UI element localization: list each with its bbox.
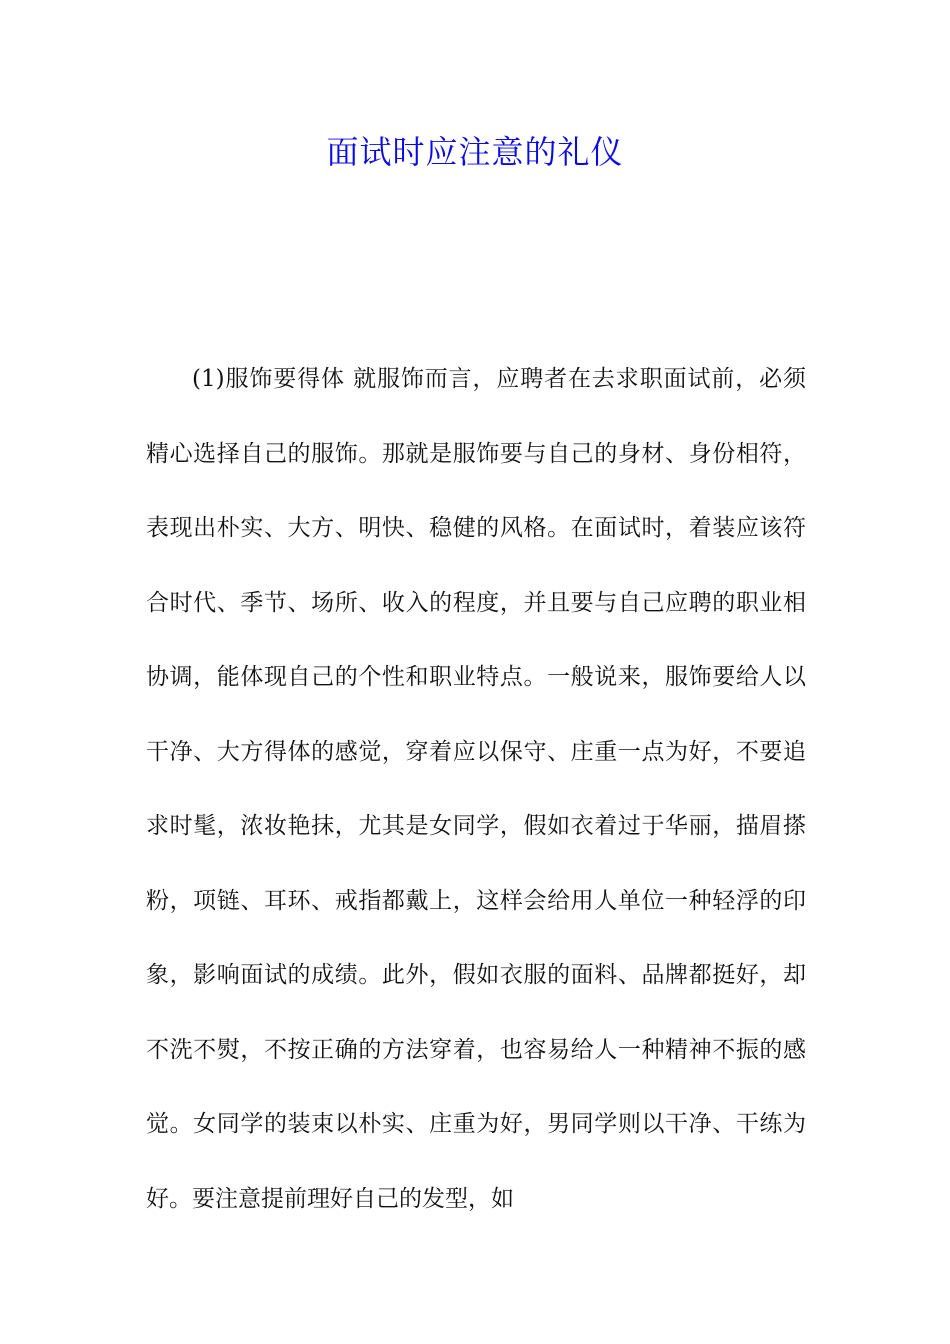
body-paragraph: (1)服饰要得体 就服饰而言，应聘者在去求职面试前，必须精心选择自己的服饰。那就是服饰要与自己的身材、身份相符，表现出朴实、大方、明快、稳健的风格。在面试时，着装应该符合时代、季节、场所、收入的程度，并且要与自己应聘的职业相协调，能体现自己的个性和职业特点。一般说来，服饰要给人以干净、大方得体的感觉，穿着应以保守、庄重一点为好，不要追求时髦，浓妆艳抹，尤其是女同学，假如衣着过于华丽，描眉搽粉，项链、耳环、戒指都戴上，这样会给用人单位一种轻浮的印象，影响面试的成绩。此外，假如衣服的面料、品牌都挺好，却不洗不熨，不按正确的方法穿着，也容易给人一种精神不振的感觉。女同学的装束以朴实、庄重为好，男同学则以干净、干练为好。要注意提前理好自己的发型，如: [146, 366, 806, 1212]
document-title: 面试时应注意的礼仪: [326, 133, 624, 171]
